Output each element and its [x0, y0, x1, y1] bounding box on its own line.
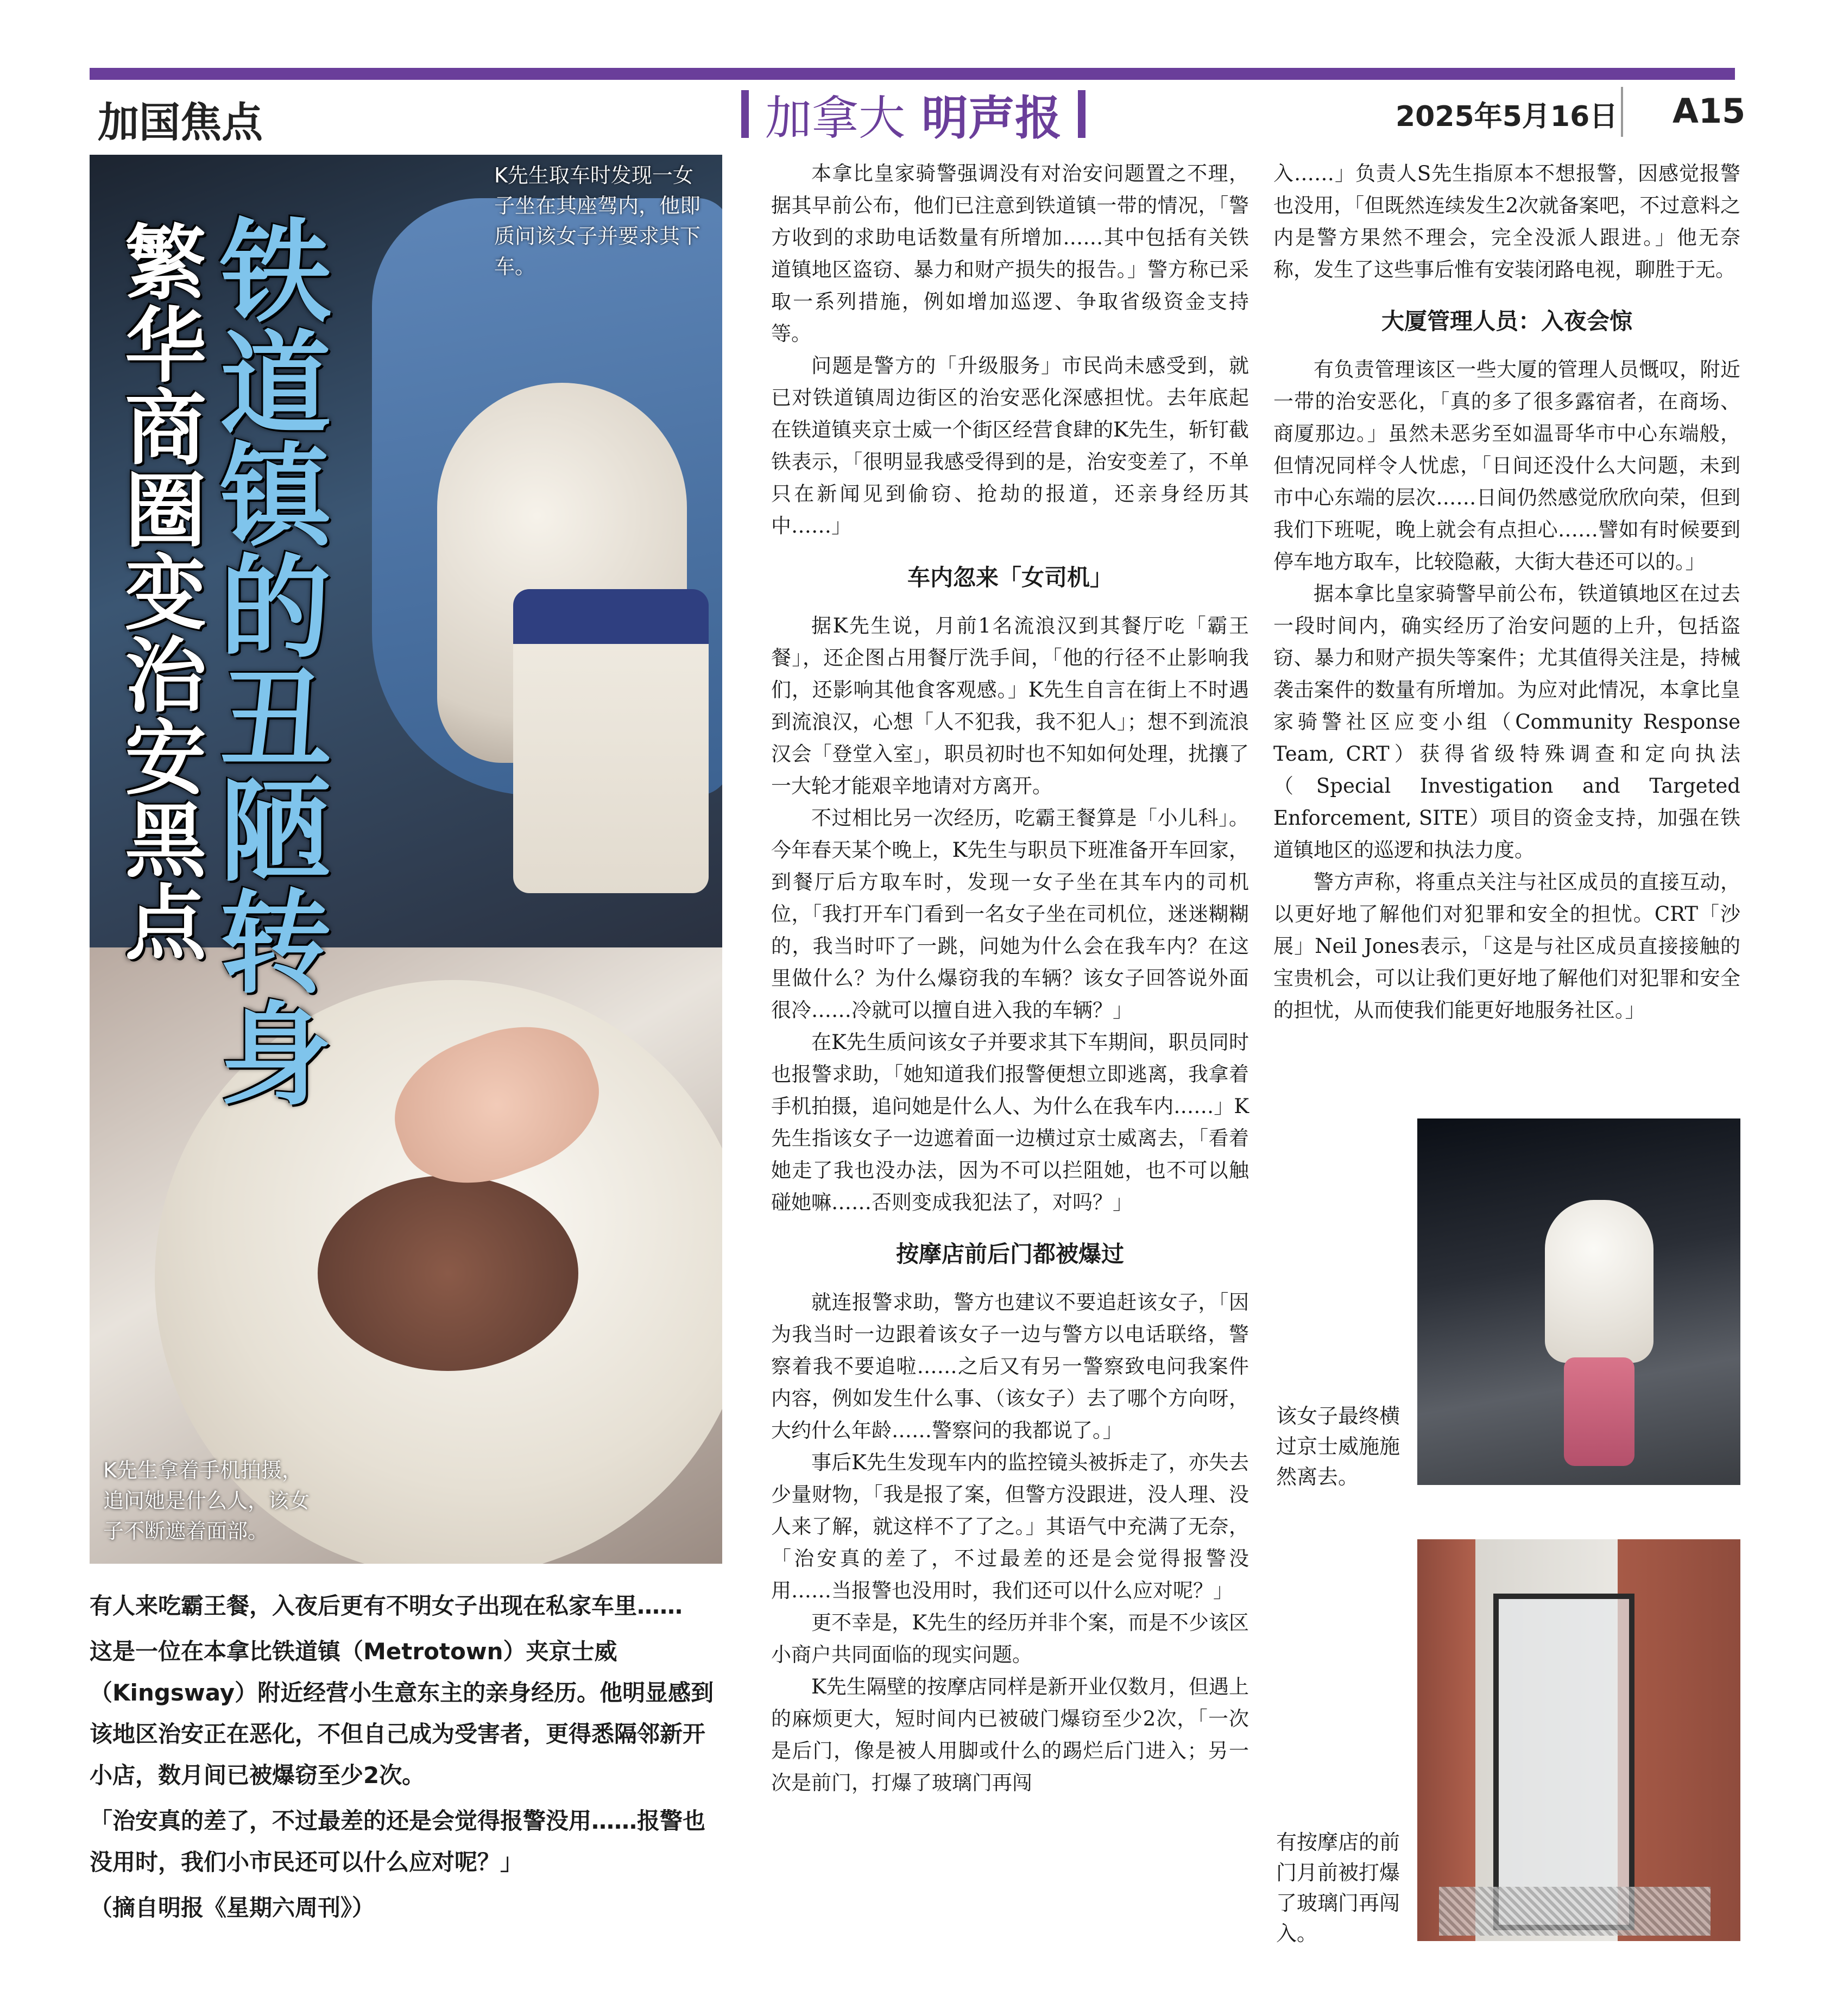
body-paragraph: 据本拿比皇家骑警早前公布，铁道镇地区在过去一段时间内，确实经历了治安问题的上升，包括盗窃、暴力和财产损失等案件；尤其值得关注是，持械袭击案件的数量有所增加。为应对此情况，本拿比皇家骑警社区应变小组（Community Response Team, CRT）获得省级特殊调查和定向执法（Special Investigation and Targeted Enforcement, SITE）项目的资金支持，加强在铁道镇地区的巡逻和执法力度。: [1273, 582, 1740, 862]
article-column-2: [771, 157, 1249, 1799]
photo-caption-top: K先生取车时发现一女子坐在其座驾内，他即质问该女子并要求其下车。: [494, 163, 701, 279]
glass-shards-shape: [1439, 1887, 1711, 1936]
glass-door-shape: [1493, 1594, 1634, 1930]
pink-pants-shape: [1564, 1357, 1634, 1466]
body-paragraph: 事后K先生发现车内的监控镜头被拆走了，亦失去少量财物，「我是报了案，但警方没跟进，没人理、没人来了解，就这样不了了之。」其语气中充满了无奈，「治安真的差了，不过最差的还是会觉得报警没用……当报警也没用时，我们还可以什么应对呢？」: [771, 1451, 1249, 1602]
body-paragraph: 据K先生说，月前1名流浪汉到其餐厅吃「霸王餐」，还企图占用餐厅洗手间，「他的行径不止影响我们，还影响其他食客观感。」K先生自言在街上不时遇到流浪汉，心想「人不犯我，我不犯人」；想不到流浪汉会「登堂入室」，职员初时也不知如何处理，扰攘了一大轮才能艰辛地请对方离开。: [771, 614, 1249, 798]
body-paragraph: 入……」负责人S先生指原本不想报警，因感觉报警也没用，「但既然连续发生2次就备案吧，不过意料之内是警方果然不理会，完全没派人跟进。」他无奈称，发生了这些事后惟有安装闭路电视，聊胜于无。: [1273, 162, 1740, 281]
header-rule: [90, 68, 1735, 80]
body-paragraph: 不过相比另一次经历，吃霸王餐算是「小儿科」。今年春天某个晚上，K先生与职员下班准备开车回家，到餐厅后方取车时，发现一女子坐在其车内的司机位，「我打开车门看到一名女子坐在司机位，迷迷糊糊的，我当时吓了一跳，问她为什么会在我车内？在这里做什么？为什么爆窃我的车辆？该女子回答说外面很冷……冷就可以擅自进入我的车辆？」: [771, 806, 1249, 1022]
hair-shape: [318, 1176, 578, 1371]
subheading: 车内忽来「女司机」: [907, 564, 1113, 591]
photo-caption-right-top: 该女子最终横过京士威施施然离去。: [1276, 1404, 1400, 1489]
photo-caption-bottom: K先生拿着手机拍摄，追问她是什么人，该女子不断遮着面部。: [103, 1458, 310, 1543]
lead-quote: 「治安真的差了，不过最差的还是会觉得报警没用……报警也没用时，我们小市民还可以什么应对呢？」: [90, 1808, 706, 1875]
photo-woman-walking-away: [1417, 1118, 1740, 1485]
masthead-bar-left: [741, 90, 749, 138]
body-paragraph: 本拿比皇家骑警强调没有对治安问题置之不理，据其早前公布，他们已注意到铁道镇一带的情况，「警方收到的求助电话数量有所增加……其中包括有关铁道镇地区盗窃、暴力和财产损失的报告。」警方称已采取一系列措施，例如增加巡逻、争取省级资金支持等。: [771, 162, 1249, 345]
body-paragraph: 警方声称，将重点关注与社区成员的直接互动，以更好地了解他们对犯罪和安全的担忧。CRT「沙展」Neil Jones表示，「这是与社区成员直接接触的宝贵机会，可以让我们更好地了解他们对犯罪和安全的担忧，从而使我们能更好地服务社区。」: [1273, 870, 1740, 1022]
lead-paragraph: 这是一位在本拿比铁道镇（Metrotown）夹京士威（Kingsway）附近经营小生意东主的亲身经历。他明显感到该地区治安正在恶化，不但自己成为受害者，更得悉隔邻新开小店，数月间已被爆窃至少2次。: [90, 1638, 714, 1789]
shopping-bag-shape: [513, 589, 709, 893]
lead-source: （摘自明报《星期六周刊》）: [90, 1894, 375, 1921]
body-paragraph: 更不幸是，K先生的经历并非个案，而是不少该区小商户共同面临的现实问题。: [771, 1611, 1249, 1666]
issue-date: 2025年5月16日: [1396, 100, 1618, 133]
body-paragraph: 问题是警方的「升级服务」市民尚未感受到，就已对铁道镇周边街区的治安恶化深感担忧。去年底起在铁道镇夹京士威一个街区经营食肆的K先生，斩钉截铁表示，「很明显我感受得到的是，治安变差了，不单只在新闻见到偷窃、抢劫的报道，还亲身经历其中……」: [771, 354, 1249, 538]
lead-paragraphs: [90, 1585, 722, 1933]
body-paragraph: K先生隔壁的按摩店同样是新开业仅数月，但遇上的麻烦更大，短时间内已被破门爆窃至少2次，「一次是后门，像是被人用脚或什么的踢烂后门进入；另一次是前门，打爆了玻璃门再闯: [771, 1675, 1249, 1794]
photo-broken-glass-door: [1417, 1539, 1740, 1941]
subheading: 按摩店前后门都被爆过: [895, 1241, 1124, 1267]
masthead-country: 加拿大: [765, 91, 905, 146]
header-divider: [1621, 87, 1623, 137]
article-column-3: [1273, 157, 1740, 1026]
body-paragraph: 有负责管理该区一些大厦的管理人员慨叹，附近一带的治安恶化，「真的多了很多露宿者，在商场、商厦那边。」虽然未恶劣至如温哥华市中心东端般，但情况同样令人忧虑，「日间还没什么大问题，未到市中心东端的层次……日间仍然感觉欣欣向荣，但到我们下班呢，晚上就会有点担心……譬如有时候要到停车地方取车，比较隐蔽，大街大巷还可以的。」: [1273, 358, 1740, 573]
headline-main: 铁道镇的丑陋转身: [220, 208, 331, 1121]
body-paragraph: 就连报警求助，警方也建议不要追赶该女子，「因为我当时一边跟着该女子一边与警方以电话联络，警察着我不要追啦……之后又有另一警察致电问我案件内容，例如发生什么事、（该女子）去了哪个方向呀，大约什么年龄……警察问的我都说了。」: [771, 1291, 1249, 1442]
body-paragraph: 在K先生质问该女子并要求其下车期间，职员同时也报警求助，「她知道我们报警便想立即逃离，我拿着手机拍摄，追问她是什么人、为什么在我车内……」K先生指该女子一边遮着面一边横过京士威离去，「看着她走了我也没办法，因为不可以拦阻她，也不可以触碰她嘛……否则变成我犯法了，对吗？」: [771, 1031, 1249, 1214]
subheading: 大厦管理人员：入夜会惊: [1381, 308, 1632, 334]
masthead: [741, 84, 1085, 144]
headline-subtitle: 繁华商圈变治安黑点: [125, 217, 207, 971]
masthead-bar-right: [1078, 90, 1085, 138]
photo-caption-right-bottom: 有按摩店的前门月前被打爆了玻璃门再闯入。: [1276, 1830, 1400, 1945]
walking-figure-shape: [1545, 1200, 1653, 1363]
section-title: 加国焦点: [98, 98, 263, 147]
page-number: A15: [1672, 91, 1746, 131]
masthead-paper: 明声报: [922, 91, 1062, 146]
lead-paragraph: 有人来吃霸王餐，入夜后更有不明女子出现在私家车里……: [90, 1592, 683, 1619]
